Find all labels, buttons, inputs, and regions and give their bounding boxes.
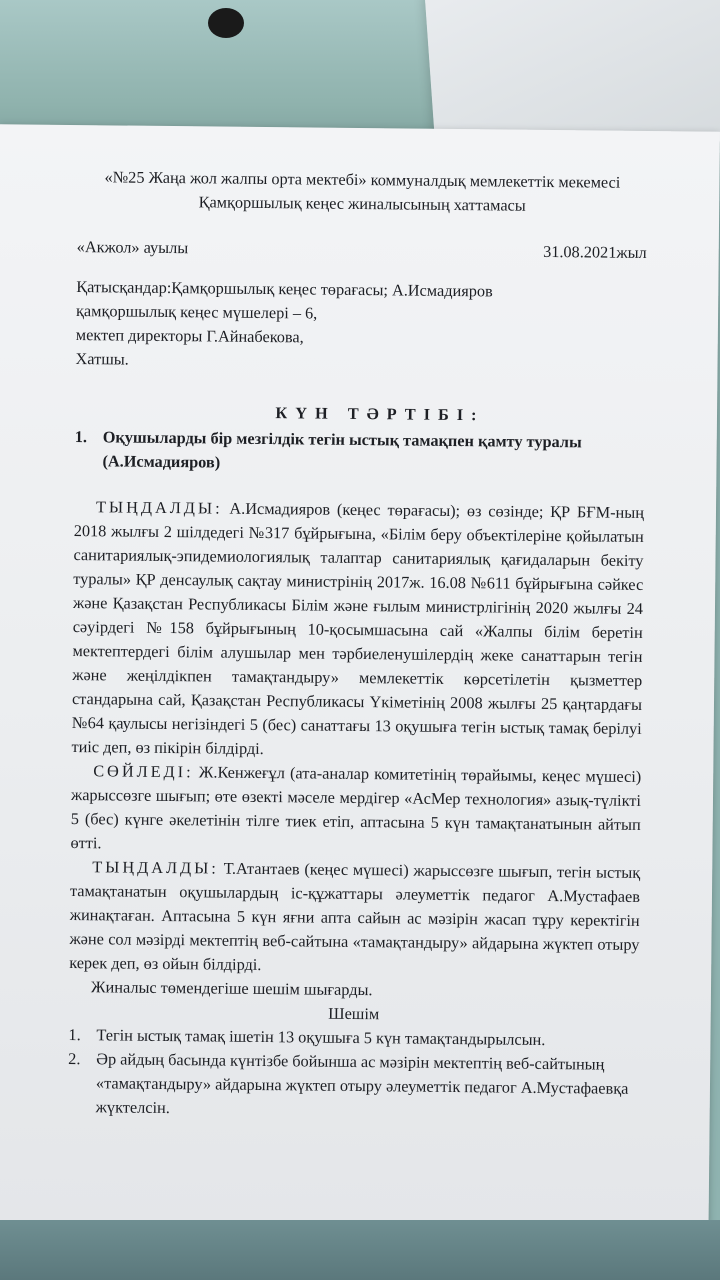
place-date-row <box>77 235 647 265</box>
participants-line: мектеп директоры Г.Айнабекова, <box>75 325 304 347</box>
section-text: Т.Атантаев (кеңес мүшесі) жарыссөзге шығып, тегін ыстық тамақтанатын оқушылардың іс-құжаттары әлеуметтік педагог А.Мустафаев жинақтаған. Аптасына 5 күн яғни апта сайын ас мәзірін жасап тұру керектігін және сол мәзірді мектептің веб-сайтына «тамақтандыру» айдарына жүктеп отыру керек деп, өз ойын білдірді. <box>69 858 641 975</box>
conclusion: Жиналыс төмендегіше шешім шығарды. <box>90 977 373 1000</box>
section-text: Ж.Кенжеғұл (ата-аналар комитетінің төрайымы, кеңес мүшесі) жарыссөзге шығып; өте өзекті мәселе мердігер «АсМер технология» азық-түлікті 5 (бес) күнге әкелетінін тілге тиек етіп, аптасына 5 күн тамақтанатынын айтып өтті. <box>70 762 642 853</box>
decision-item-text: Тегін ыстық тамақ ішетін 13 оқушыға 5 күн тамақтандырылсын. <box>96 1025 546 1049</box>
decision-title: Шешім <box>328 1003 380 1024</box>
section-spoke <box>70 759 641 861</box>
agenda-title: КҮН ТӘРТІБІ: <box>275 403 485 425</box>
table-background-bottom <box>0 1220 720 1280</box>
ink-mark <box>208 8 244 38</box>
decision-item <box>68 1047 639 1125</box>
participants <box>75 275 646 377</box>
decision-item-number: 2. <box>68 1048 81 1069</box>
document-content <box>68 165 648 1125</box>
section-label: ТЫҢДАЛДЫ: <box>95 497 223 518</box>
date: 31.08.2021жыл <box>543 241 647 263</box>
section-label: ТЫҢДАЛДЫ: <box>92 857 219 878</box>
agenda-item-text: Оқушыларды бір мезгілдік тегін ыстық тамақпен қамту туралы (А.Исмадияров) <box>102 427 582 472</box>
section-text: А.Исмадияров (кеңес төрағасы); өз сөзінде; ҚР БҒМ-ның 2018 жылғы 2 шілдедегі №317 бұйрығына, «Білім беру объектілеріне қойылатын санитариялық-эпидемиологиялық талаптар санитариялық қағидаларын бекіту туралы» ҚР денсаулық сақтау министрінің 2017ж. 16.08 №611 бұйрығына сәйкес және Қазақстан Республикасы Білім және ғылым министрлігінің 2020 жылғы 24 сәуірдегі №158 бұйрығының 10-қосымшасына сай «Жалпы білім беретін мектептердегі білім алушылар мен тәрбиеленушілердің жеке санаттарын тегін және жеңілдікпен тамақтандыру» мемлекеттік көрсетілетін қызметтер стандарына сай, Қазақстан Республикасы Үкіметінің 2008 жылғы 25 қаңтардағы №64 қаулысы негізіндегі 5 (бес) санаттағы 13 оқушыға тегін ыстық тамақ берілуі тиіс деп, өз пікірін білдірді. <box>71 498 645 759</box>
participants-line: қамқоршылық кеңес мүшелері – 6, <box>75 301 318 323</box>
section-listened-2 <box>69 855 640 981</box>
participants-line: Қатысқандар:Қамқоршылық кеңес төрағасы; А.Исмадияров <box>76 277 493 301</box>
header-line-1: «№25 Жаңа жол жалпы орта мектебі» коммуналдық мемлекеттік мекемесі <box>104 167 621 192</box>
section-label: СӨЙЛЕДІ: <box>93 761 194 782</box>
header-line-2: Қамқоршылық кеңес жиналысының хаттамасы <box>198 192 526 215</box>
document-page <box>0 124 720 1237</box>
section-listened-1 <box>71 495 644 765</box>
participants-line: Хатшы. <box>75 349 129 369</box>
agenda-item-number: 1. <box>74 427 88 447</box>
place: «Акжол» ауылы <box>76 237 189 258</box>
decision-item-text: Әр айдың басында күнтізбе бойынша ас мәзірін мектептің веб-сайтының «тамақтандыру» айдарына жүктеп отыру әлеуметтік педагог А.Мустафаевқа жүктелсін. <box>95 1049 629 1118</box>
decision-item-number: 1. <box>68 1024 81 1045</box>
agenda-item <box>74 425 644 479</box>
